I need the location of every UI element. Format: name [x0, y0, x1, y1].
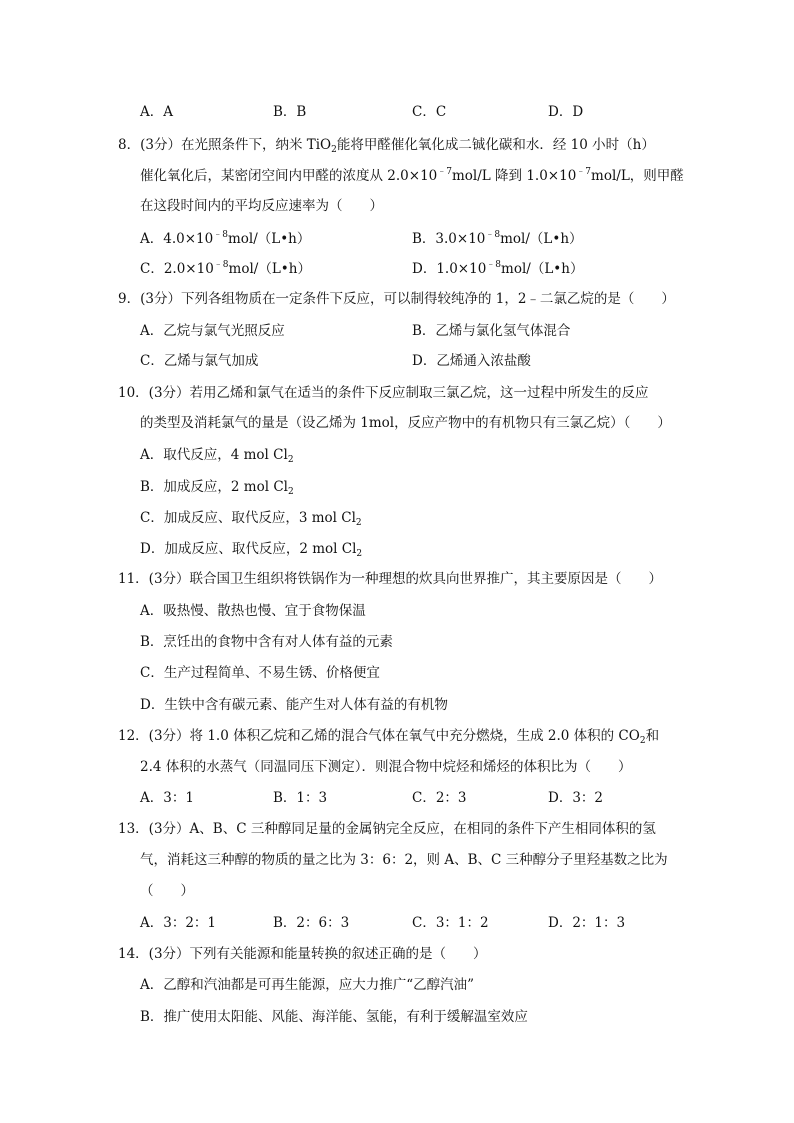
q12-option-c[interactable]: C．2：3 [412, 790, 467, 806]
q14-stem: 14．(3分）下列有关能源和能量转换的叙述正确的是（ ） [118, 946, 487, 962]
q7-option-d[interactable]: D．D [548, 104, 584, 120]
q9-option-d[interactable]: D．乙烯通入浓盐酸 [412, 353, 531, 369]
q12-option-a[interactable]: A．3：1 [140, 790, 194, 806]
q13-stem-line3: （ ） [140, 883, 194, 899]
q8-stem-line3: 在这段时间内的平均反应速率为（ ） [140, 198, 383, 214]
q12-stem-line1: 12．(3分）将 1.0 体积乙烷和乙烯的混合气体在氧气中充分燃烧，生成 2.0 体积的 $CO_2$和 [118, 728, 660, 746]
q11-option-c[interactable]: C．生产过程简单、不易生锈、价格便宜 [140, 665, 380, 681]
q7-option-b[interactable]: B．B [273, 104, 307, 120]
q9-option-a[interactable]: A．乙烷与氯气光照反应 [140, 323, 285, 339]
q10-option-c[interactable]: C．加成反应、取代反应，3 mol $Cl_2$ [140, 510, 362, 528]
q10-option-d[interactable]: D．加成反应、取代反应，2 mol $Cl_2$ [140, 541, 363, 559]
q14-option-b[interactable]: B．推广使用太阳能、风能、海洋能、氢能，有利于缓解温室效应 [140, 1009, 528, 1025]
q8-option-a[interactable]: A．$4.0\times 10^{﹣8}mol/(L•h)$ [140, 230, 311, 247]
q10-option-a[interactable]: A．取代反应，4 mol $Cl_2$ [140, 447, 294, 465]
q11-option-a[interactable]: A．吸热慢、散热也慢、宜于食物保温 [140, 603, 366, 619]
q13-option-d[interactable]: D．2：1：3 [548, 915, 626, 931]
q12-stem-line2: 2.4 体积的水蒸气（同温同压下测定）．则混合物中烷烃和烯烃的体积比为（ ） [140, 759, 632, 775]
q9-option-b[interactable]: B．乙烯与氯化氢气体混合 [412, 323, 571, 339]
q13-option-c[interactable]: C．3：1：2 [412, 915, 489, 931]
q7-option-a[interactable]: A．A [140, 104, 173, 120]
q11-option-d[interactable]: D．生铁中含有碳元素、能产生对人体有益的有机物 [140, 697, 448, 713]
q10-option-b[interactable]: B．加成反应，2 mol $Cl_2$ [140, 479, 294, 497]
q11-option-b[interactable]: B．烹饪出的食物中含有对人体有益的元素 [140, 634, 393, 650]
q8-option-d[interactable]: D．$1.0\times 10^{﹣8}mol/(L•h)$ [412, 260, 584, 277]
q12-option-d[interactable]: D．3：2 [548, 790, 604, 806]
q11-stem: 11．(3分）联合国卫生组织将铁锅作为一种理想的炊具向世界推广，其主要原因是（ ） [118, 571, 663, 587]
q10-stem-line1: 10．(3分）若用乙烯和氯气在适当的条件下反应制取三氯乙烷，这一过程中所发生的反应 [118, 385, 649, 401]
q13-option-a[interactable]: A．3：2：1 [140, 915, 217, 931]
q14-option-a[interactable]: A．乙醇和汽油都是可再生能源，应大力推广“乙醇汽油” [140, 977, 475, 993]
q12-option-b[interactable]: B．1：3 [273, 790, 328, 806]
q13-stem-line2: 气，消耗这三种醇的物质的量之比为 3：6：2，则 A、B、C 三种醇分子里羟基数之比为 [140, 852, 668, 868]
q13-stem-line1: 13．(3分）A、B、C 三种醇同足量的金属钠完全反应，在相同的条件下产生相同体积的氢 [118, 821, 656, 837]
q8-stem-line2: 催化氧化后，某密闭空间内甲醛的浓度从 $2.0\times 10^{﹣7}mol/L$ 降到 $1.0\times 10^{﹣7}mol/L$，则甲醛 [140, 167, 684, 184]
q7-option-c[interactable]: C．C [412, 104, 447, 120]
q8-stem-line1: 8．(3分）在光照条件下，纳米 TiO$_2$能将甲醛催化氧化成二铖化碳和水．经 10 小时（h） [118, 137, 655, 155]
q8-option-b[interactable]: B．$3.0\times 10^{﹣8}mol/(L•h)$ [412, 230, 583, 247]
q8-option-c[interactable]: C．$2.0\times 10^{﹣8}mol/(L•h)$ [140, 260, 311, 277]
q9-option-c[interactable]: C．乙烯与氯气加成 [140, 353, 259, 369]
q9-stem: 9．(3分）下列各组物质在一定条件下反应，可以制得较纯净的 1，2﹣二氯乙烷的是（ ） [118, 291, 675, 307]
q10-stem-line2: 的类型及消耗氯气的量是（设乙烯为 1mol，反应产物中的有机物只有三氯乙烷）（ ） [140, 415, 671, 431]
q13-option-b[interactable]: B．2：6：3 [273, 915, 350, 931]
